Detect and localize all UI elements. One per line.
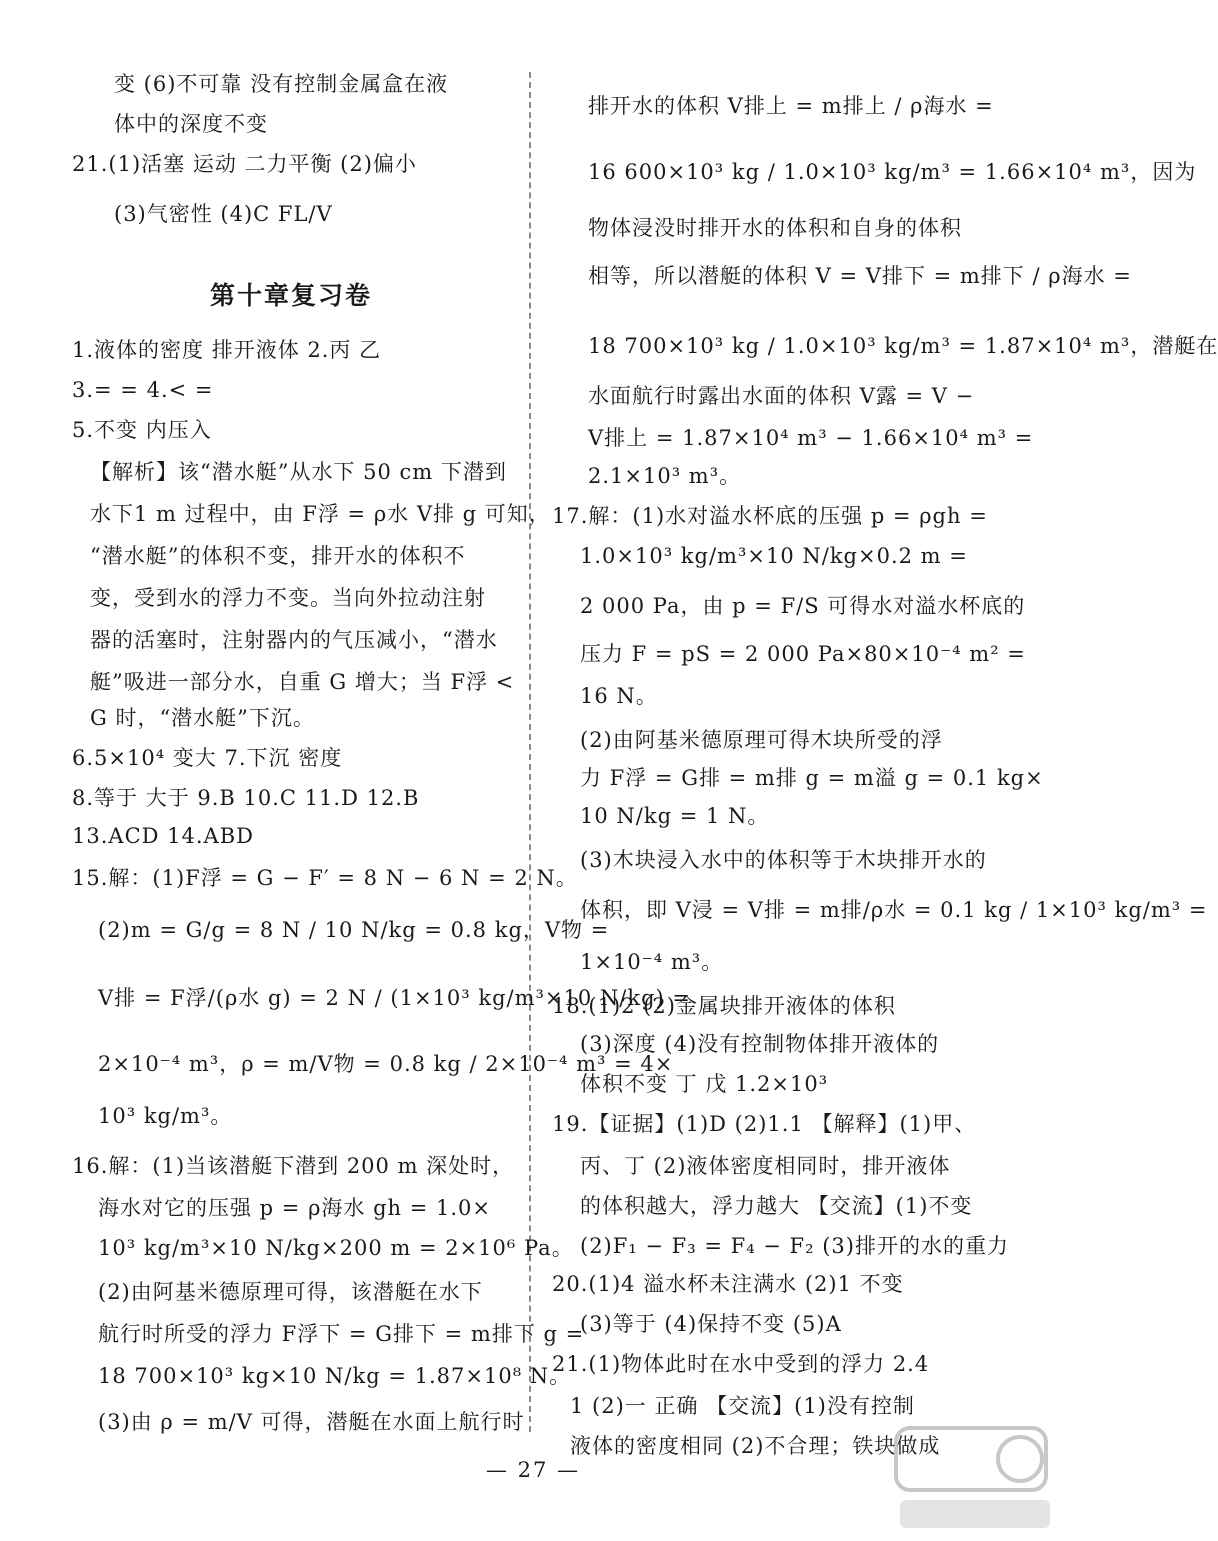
left-line: 变，受到水的浮力不变。当向外拉动注射 [90,586,486,610]
right-line: 体积，即 V浸 = V排 = m排/ρ水 = 0.1 kg / 1×10³ kg/m³ = [580,898,1208,922]
right-line: 10 N/kg = 1 N。 [580,804,770,828]
left-line: 10³ kg/m³×10 N/kg×200 m = 2×10⁶ Pa。 [98,1236,574,1260]
right-line: 丙、丁 (2)液体密度相同时，排开液体 [580,1154,951,1178]
left-line: G 时，“潜水艇”下沉。 [90,706,315,730]
right-line: 17.解：(1)水对溢水杯底的压强 p = ρgh = [552,504,988,528]
left-line: 水下1 m 过程中，由 F浮 = ρ水 V排 g 可知， [90,502,551,526]
right-line: (3)深度 (4)没有控制物体排开液体的 [580,1032,940,1056]
left-line: 16.解：(1)当该潜艇下潜到 200 m 深处时， [72,1154,515,1178]
right-line: 18 700×10³ kg / 1.0×10³ kg/m³ = 1.87×10⁴ m³，潜艇在 [588,334,1218,358]
right-line: 2 000 Pa，由 p = F/S 可得水对溢水杯底的 [580,594,1026,618]
watermark-icon [890,1420,1060,1536]
right-line: 1×10⁻⁴ m³。 [580,950,724,974]
right-line: 力 F浮 = G排 = m排 g = m溢 g = 0.1 kg× [580,766,1044,790]
right-line: 体积不变 丁 戊 1.2×10³ [580,1072,829,1096]
right-line: 物体浸没时排开水的体积和自身的体积 [588,216,962,240]
left-line: (3)由 ρ = m/V 可得，潜艇在水面上航行时 [98,1410,525,1434]
right-line: 18.(1)2 (2)金属块排开液体的体积 [552,994,896,1018]
left-line: 10³ kg/m³。 [98,1104,233,1128]
right-line: 19.【证据】(1)D (2)1.1 【解释】(1)甲、 [552,1112,977,1136]
right-line: (3)木块浸入水中的体积等于木块排开水的 [580,848,987,872]
left-line: 体中的深度不变 [114,112,268,136]
left-line: 5.不变 内压入 [72,418,212,442]
left-line: 器的活塞时，注射器内的气压减小，“潜水 [90,628,498,652]
right-line: 相等，所以潜艇的体积 V = V排下 = m排下 / ρ海水 = [588,264,1132,288]
left-line: 1.液体的密度 排开液体 2.丙 乙 [72,338,382,362]
left-line: 15.解：(1)F浮 = G − F′ = 8 N − 6 N = 2 N。 [72,866,578,890]
right-line: 1 (2)一 正确 【交流】(1)没有控制 [570,1394,915,1418]
left-line: 18 700×10³ kg×10 N/kg = 1.87×10⁸ N。 [98,1364,572,1388]
left-line: 【解析】该“潜水艇”从水下 50 cm 下潜到 [90,460,507,484]
right-line: 水面航行时露出水面的体积 V露 = V − [588,384,975,408]
right-line: 排开水的体积 V排上 = m排上 / ρ海水 = [588,94,994,118]
left-line: (2)m = G/g = 8 N / 10 N/kg = 0.8 kg，V物 = [98,918,610,942]
section-title: 第十章复习卷 [210,281,373,310]
left-line: 6.5×10⁴ 变大 7.下沉 密度 [72,746,343,770]
left-line: 航行时所受的浮力 F浮下 = G排下 = m排下 g = [98,1322,585,1346]
column-divider [529,72,531,1432]
right-line: 21.(1)物体此时在水中受到的浮力 2.4 [552,1352,930,1376]
left-line: 艇”吸进一部分水，自重 G 增大；当 F浮 < [90,670,515,694]
left-line: “潜水艇”的体积不变，排开水的体积不 [90,544,466,568]
left-line: (2)由阿基米德原理可得，该潜艇在水下 [98,1280,483,1304]
right-line: (2)由阿基米德原理可得木块所受的浮 [580,728,943,752]
right-line: V排上 = 1.87×10⁴ m³ − 1.66×10⁴ m³ = [588,426,1034,450]
left-line: V排 = F浮/(ρ水 g) = 2 N / (1×10³ kg/m³×10 N/kg) = [98,986,692,1010]
right-line: 20.(1)4 溢水杯未注满水 (2)1 不变 [552,1272,904,1296]
watermark-logo [890,1420,1060,1536]
right-line: 压力 F = pS = 2 000 Pa×80×10⁻⁴ m² = [580,642,1026,666]
page-number: — 27 — [485,1458,581,1482]
right-line: 2.1×10³ m³。 [588,464,742,488]
left-line: 21.(1)活塞 运动 二力平衡 (2)偏小 [72,152,417,176]
right-line: 16 600×10³ kg / 1.0×10³ kg/m³ = 1.66×10⁴ m³，因为 [588,160,1197,184]
left-line: 3.= = 4.< = [72,378,214,402]
right-line: 16 N。 [580,684,658,708]
right-line: 液体的密度相同 (2)不合理；铁块做成 [570,1434,941,1458]
right-line: (2)F₁ − F₃ = F₄ − F₂ (3)排开的水的重力 [580,1234,1009,1258]
right-line: (3)等于 (4)保持不变 (5)A [580,1312,842,1336]
left-line: 海水对它的压强 p = ρ海水 gh = 1.0× [98,1196,491,1220]
left-line: 13.ACD 14.ABD [72,824,254,848]
left-line: (3)气密性 (4)C FL/V [114,202,333,226]
left-line: 2×10⁻⁴ m³，ρ = m/V物 = 0.8 kg / 2×10⁻⁴ m³ = 4× [98,1052,674,1076]
left-line: 8.等于 大于 9.B 10.C 11.D 12.B [72,786,420,810]
right-line: 的体积越大，浮力越大 【交流】(1)不变 [580,1194,973,1218]
left-line: 变 (6)不可靠 没有控制金属盒在液 [114,72,449,96]
right-line: 1.0×10³ kg/m³×10 N/kg×0.2 m = [580,544,968,568]
